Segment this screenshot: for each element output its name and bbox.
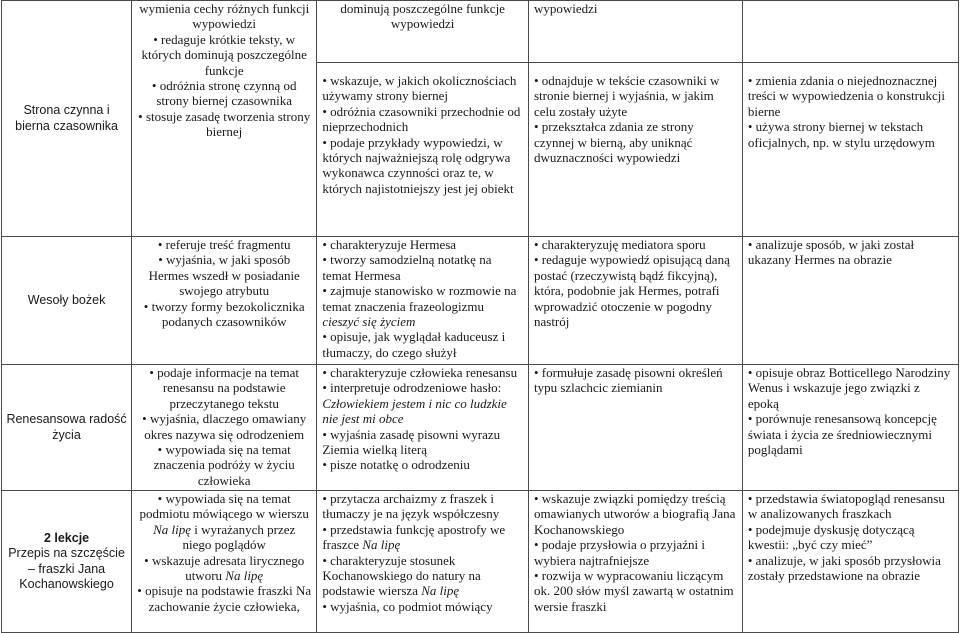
table-row	[2, 491, 959, 633]
list-item: • charakteryzuje człowieka renesansu	[322, 365, 518, 380]
list-item: • referuje treść fragmentu	[157, 237, 291, 252]
requirements-cell	[317, 491, 529, 633]
requirements-cell	[317, 237, 529, 365]
list-item: • wskazuje, w jakich okolicznościach używamy strony biernej	[322, 73, 517, 104]
list-item: wymienia cechy różnych funkcji wypowiedzi	[139, 1, 310, 32]
requirements-cell	[528, 491, 742, 633]
list-item: wypowiedzi	[533, 1, 598, 16]
list-item: • wyjaśnia, dlaczego omawiany okres nazywa się odrodzeniem	[142, 411, 307, 442]
topic-label: Renesansowa radość życia	[6, 412, 127, 442]
list-item: • odróżnia stronę czynną od strony biernej czasownika	[151, 78, 297, 109]
list-item: • analizuje, w jaki sposób przysłowia zostały przedstawione na obrazie	[747, 552, 941, 584]
table-row	[2, 365, 959, 491]
list-item: • wyjaśnia, co podmiot mówiący	[322, 598, 493, 614]
requirements-cell	[742, 63, 958, 237]
topic-cell	[2, 491, 132, 633]
list-item: • odróżnia czasowniki przechodnie od nieprzechodnich	[322, 103, 521, 135]
topic-label: Przepis na szczęście – fraszki Jana Kochanowskiego	[8, 546, 125, 591]
list-item: • redaguje krótkie teksty, w których dominują poszczególne funkcje	[141, 31, 307, 78]
topic-label: Wesoły bożek	[27, 292, 106, 307]
requirements-cell	[742, 491, 958, 633]
lesson-count: 2 lekcje	[43, 530, 90, 545]
list-item: • wyjaśnia zasadę pisowni wyrazu Ziemia wielką literą	[322, 426, 501, 458]
list-item: • podejmuje dyskusję dotyczącą kwestii: „być czy mieć”	[747, 521, 915, 553]
list-item: • zmienia zdania o niejednoznacznej treści w wypowiedzenia o konstrukcji bierne	[747, 73, 945, 119]
list-item: • pisze notatkę o odrodzeniu	[322, 457, 470, 473]
requirements-cell	[132, 365, 317, 491]
topic-label: Strona czynna i bierna czasownika	[15, 103, 118, 133]
topic-cell	[2, 237, 132, 365]
requirements-cell	[528, 365, 742, 491]
list-item: • wypowiada się na temat podmiotu mówiącego w wierszu Na lipę i wyrażanych przez niego poglądów	[139, 491, 309, 553]
list-item: • podaje przykłady wypowiedzi, w których najważniejszą rolę odgrywa wykonawca czynności oraz te, w których najistotniejszy jest jej obiekt	[322, 134, 514, 196]
list-item: • opisuje obraz Botticellego Narodziny Wenus i wskazuje jego związki z epoką	[747, 365, 951, 411]
requirements-cell	[132, 491, 317, 633]
table-row	[2, 237, 959, 365]
list-item: • podaje przysłowia o przyjaźni i wybiera najtrafniejsze	[533, 537, 705, 568]
requirements-cell	[132, 1, 317, 237]
list-item: • odnajduje w tekście czasowniki w stronie biernej i wyjaśnia, w jakim celu zostały użyte	[533, 73, 720, 119]
topic-cell	[2, 365, 132, 491]
list-item: • tworzy samodzielną notatkę na temat Hermesa	[322, 252, 492, 283]
list-item: • wypowiada się na temat znaczenia podróży w życiu człowieka	[153, 442, 295, 488]
list-item: • redaguje wypowiedź opisującą daną postać (rzeczywistą bądź fikcyjną), która, podobnie jak Hermes, potrafi wprowadzić otoczenie w pogodny nastrój	[533, 252, 730, 330]
requirements-cell	[317, 63, 529, 237]
list-item: • podaje informacje na temat renesansu na podstawie przeczytanego tekstu	[149, 365, 300, 411]
list-item: dominują poszczególne funkcje wypowiedzi	[340, 1, 505, 32]
list-item: • zajmuje stanowisko w rozmowie na temat znaczenia frazeologizmu cieszyć się życiem	[322, 283, 517, 330]
list-item: • przekształca zdania ze strony czynnej w bierną, aby uniknąć dwuznaczności wypowiedzi	[533, 119, 694, 166]
requirements-cell	[317, 1, 529, 63]
requirements-cell	[528, 237, 742, 365]
table-row	[2, 1, 959, 63]
list-item: • używa strony biernej w tekstach oficjalnych, np. w stylu urzędowym	[747, 119, 935, 150]
requirements-cell	[132, 237, 317, 365]
list-item: • wyjaśnia, w jaki sposób Hermes wszedł w posiadanie swojego atrybutu	[148, 252, 300, 299]
list-item: • przedstawia światopogląd renesansu w analizowanych fraszkach	[747, 491, 945, 522]
list-item: • stosuje zasadę tworzenia strony biernej	[138, 108, 311, 140]
list-item: • opisuje, jak wyglądał kaduceusz i tłumaczy, do czego służył	[322, 329, 506, 360]
list-item: • wskazuje związki pomiędzy treścią omawianych utworów a biografią Jana Kochanowskiego	[533, 491, 736, 537]
requirements-cell	[528, 1, 742, 63]
list-item: • przedstawia funkcję apostrofy we fraszce Na lipę	[322, 521, 506, 553]
list-item: • formułuje zasadę pisowni określeń typu szlachcic ziemianin	[533, 365, 723, 396]
list-item: • charakteryzuje Hermesa	[322, 237, 457, 252]
requirements-cell	[742, 1, 958, 63]
list-item: • analizuje sposób, w jaki został ukazany Hermes na obrazie	[747, 237, 915, 268]
list-item: • rozwija w wypracowaniu liczącym ok. 200 słów myśl zawartą w ostatnim wersie fraszki	[533, 568, 734, 614]
requirements-cell	[317, 365, 529, 491]
list-item: • charakteryzuję mediatora sporu	[533, 237, 706, 252]
curriculum-table	[1, 0, 959, 633]
list-item: • interpretuje odrodzeniowe hasło: Człowiekiem jestem i nic co ludzkie nie jest mi obce	[322, 380, 507, 427]
list-item: • przytacza archaizmy z fraszek i tłumaczy je na język współczesny	[322, 491, 500, 522]
list-item: • opisuje na podstawie fraszki Na zachowanie życie człowieka,	[137, 583, 312, 614]
list-item: • charakteryzuje stosunek Kochanowskiego do natury na podstawie wiersza Na lipę	[322, 552, 481, 599]
list-item: • porównuje renesansową koncepcję świata i życia ze średniowiecznymi poglądami	[747, 411, 937, 458]
list-item: • tworzy formy bezokolicznika podanych czasowników	[143, 298, 305, 330]
topic-cell	[2, 1, 132, 237]
requirements-cell	[742, 237, 958, 365]
requirements-cell	[742, 365, 958, 491]
list-item: • wskazuje adresata lirycznego utworu Na lipę	[144, 552, 305, 584]
requirements-cell	[528, 63, 742, 237]
